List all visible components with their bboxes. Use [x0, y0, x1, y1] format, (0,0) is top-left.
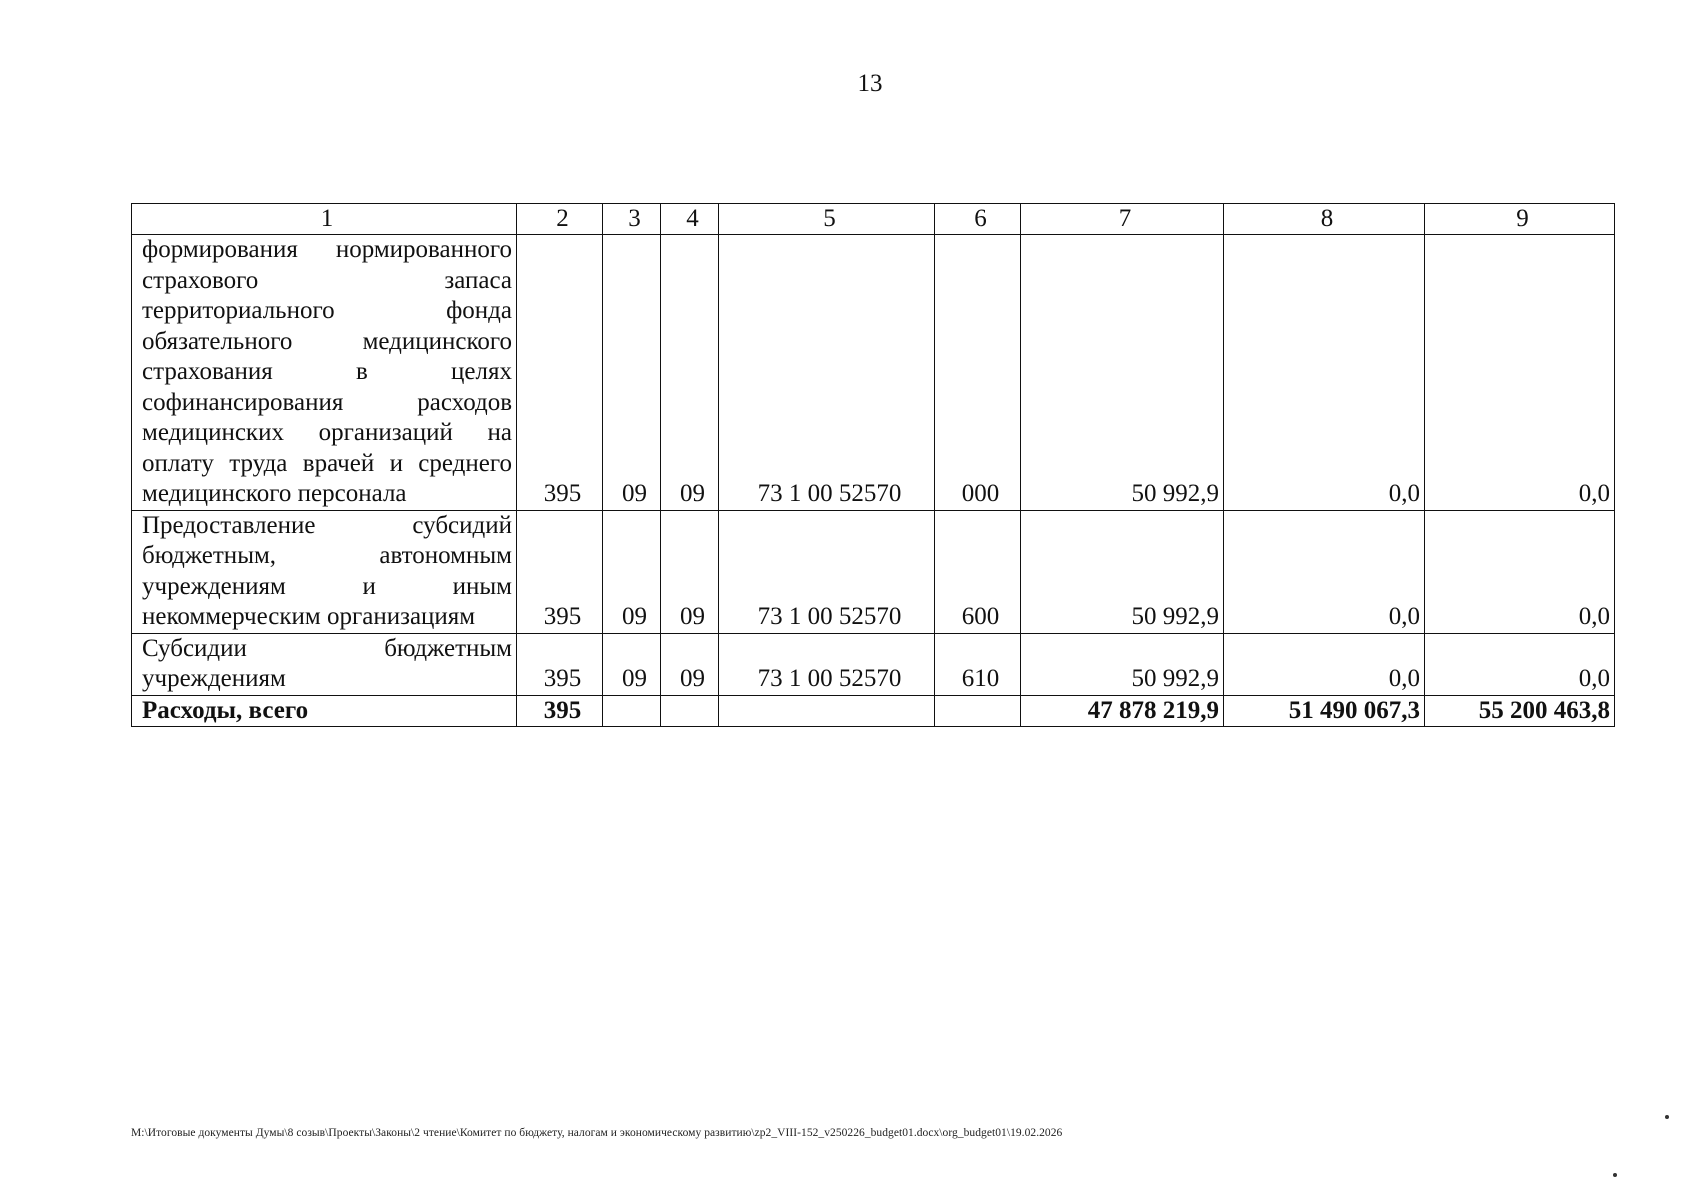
row-expense-type: 000	[935, 235, 1021, 511]
budget-table	[131, 203, 1615, 727]
row-section: 09	[603, 633, 661, 695]
row-target-article: 73 1 00 52570	[719, 235, 935, 511]
row-ministry-code: 395	[517, 235, 603, 511]
row-subsection: 09	[661, 235, 719, 511]
row-expense-type: 600	[935, 510, 1021, 633]
row-value-9: 0,0	[1425, 235, 1615, 511]
row-name: формирования нормированного страхового запаса территориального фонда обязательного медицинского страхования в целях софинансирования расходов медицинских организаций на оплату труда врачей и среднего медицинского персонала	[132, 235, 517, 511]
total-empty-cell	[603, 695, 661, 726]
row-value-8: 0,0	[1224, 510, 1425, 633]
footer-file-path: M:\Итоговые документы Думы\8 созыв\Проекты\Законы\2 чтение\Комитет по бюджету, налогам и экономическому развитию\zp2_VIII-152_v250226_budget01.docx\org_budget01\19.02.2026	[131, 1127, 1063, 1139]
total-empty-cell	[661, 695, 719, 726]
row-name: Предоставление субсидий бюджетным, автономным учреждениям и иным некоммерческим организациям	[132, 510, 517, 633]
table-row	[132, 510, 1615, 633]
total-value-8: 51 490 067,3	[1224, 695, 1425, 726]
row-value-7: 50 992,9	[1021, 633, 1224, 695]
page-number: 13	[857, 70, 883, 97]
col-header-5: 5	[719, 204, 935, 235]
col-header-8: 8	[1224, 204, 1425, 235]
col-header-3: 3	[603, 204, 661, 235]
total-value-7: 47 878 219,9	[1021, 695, 1224, 726]
total-value-9: 55 200 463,8	[1425, 695, 1615, 726]
header-row	[132, 204, 1615, 235]
col-header-2: 2	[517, 204, 603, 235]
scan-speck	[1665, 1115, 1669, 1119]
col-header-6: 6	[935, 204, 1021, 235]
col-header-9: 9	[1425, 204, 1615, 235]
row-value-8: 0,0	[1224, 235, 1425, 511]
table-row	[132, 235, 1615, 511]
row-value-8: 0,0	[1224, 633, 1425, 695]
row-expense-type: 610	[935, 633, 1021, 695]
row-section: 09	[603, 235, 661, 511]
row-value-7: 50 992,9	[1021, 510, 1224, 633]
row-value-9: 0,0	[1425, 510, 1615, 633]
row-name: Субсидии бюджетным учреждениям	[132, 633, 517, 695]
row-target-article: 73 1 00 52570	[719, 510, 935, 633]
total-empty-cell	[719, 695, 935, 726]
row-section: 09	[603, 510, 661, 633]
total-ministry-code: 395	[517, 695, 603, 726]
row-subsection: 09	[661, 633, 719, 695]
col-header-1: 1	[132, 204, 517, 235]
row-subsection: 09	[661, 510, 719, 633]
total-empty-cell	[935, 695, 1021, 726]
col-header-7: 7	[1021, 204, 1224, 235]
row-value-9: 0,0	[1425, 633, 1615, 695]
total-row	[132, 695, 1615, 726]
total-label: Расходы, всего	[132, 695, 517, 726]
table-row	[132, 633, 1615, 695]
scan-speck	[1613, 1173, 1617, 1177]
row-value-7: 50 992,9	[1021, 235, 1224, 511]
col-header-4: 4	[661, 204, 719, 235]
row-target-article: 73 1 00 52570	[719, 633, 935, 695]
row-ministry-code: 395	[517, 510, 603, 633]
row-ministry-code: 395	[517, 633, 603, 695]
